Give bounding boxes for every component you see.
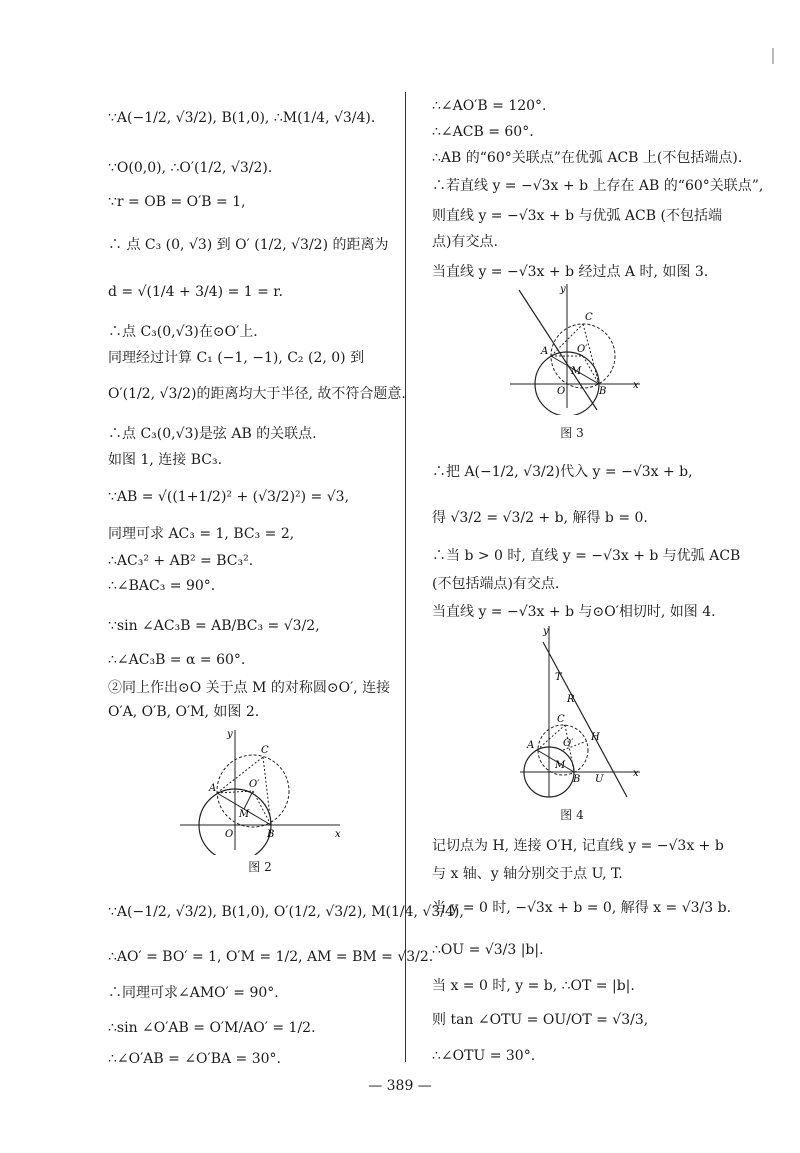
text-line: O′(1/2, √3/2)的距离均大于半径, 故不符合题意.	[108, 386, 406, 402]
point-label-o: O	[225, 829, 234, 840]
point-label-r: R	[567, 694, 575, 705]
text-line: 当 x = 0 时, y = b, ∴OT = |b|.	[432, 978, 635, 994]
text-line: 则直线 y = −√3x + b 与优弧 ACB (不包括端	[432, 208, 722, 224]
point-label-b: B	[267, 829, 275, 840]
text-line: 当直线 y = −√3x + b 与⊙O′相切时, 如图 4.	[432, 604, 716, 620]
point-label-o-prime: O′	[577, 344, 588, 355]
text-line: ∵sin ∠AC₃B = AB/BC₃ = √3/2,	[108, 618, 320, 634]
edge-mark	[772, 48, 774, 64]
text-line: ②同上作出⊙O 关于点 M 的对称圆⊙O′, 连接	[108, 680, 391, 696]
text-line: ∴∠AO′B = 120°.	[432, 98, 547, 114]
text-line: ∵A(−1/2, √3/2), B(1,0), O′(1/2, √3/2), M(1/4, √3/4),	[108, 904, 464, 920]
text-line: ∴∠OTU = 30°.	[432, 1048, 536, 1064]
text-line: 同理可求 AC₃ = 1, BC₃ = 2,	[108, 526, 295, 542]
text-line: 当 y = 0 时, −√3x + b = 0, 解得 x = √3/3 b.	[432, 900, 732, 916]
text-line: 则 tan ∠OTU = OU/OT = √3/3,	[432, 1012, 649, 1028]
text-line: ∴AO′ = BO′ = 1, O′M = 1/2, AM = BM = √3/2.	[108, 949, 434, 965]
text-line: d = √(1/4 + 3/4) = 1 = r.	[108, 284, 283, 300]
point-label-o-prime: O′	[563, 738, 574, 749]
point-label-m: M	[555, 760, 566, 771]
point-label-a: A	[541, 346, 549, 357]
figure-4	[515, 622, 645, 802]
text-line: ∴AB 的“60°关联点”在优弧 ACB 上(不包括端点).	[432, 150, 743, 166]
text-line: ∴点 C₃(0,√3)在⊙O′上.	[108, 324, 258, 340]
text-line: ∵A(−1/2, √3/2), B(1,0), ∴M(1/4, √3/4).	[108, 110, 376, 126]
text-line: 得 √3/2 = √3/2 + b, 解得 b = 0.	[432, 510, 648, 526]
text-line: (不包括端点)有交点.	[432, 576, 560, 592]
figure-2-caption: 图 2	[248, 860, 272, 874]
figure-4-caption: 图 4	[560, 808, 584, 822]
point-label-m: M	[239, 809, 250, 820]
text-line: O′A, O′B, O′M, 如图 2.	[108, 704, 260, 720]
text-line: ∴点 C₃(0,√3)是弦 AB 的关联点.	[108, 426, 317, 442]
text-line: 点)有交点.	[432, 234, 498, 250]
text-line: 同理经过计算 C₁ (−1, −1), C₂ (2, 0) 到	[108, 350, 365, 366]
figure-3-caption: 图 3	[560, 426, 584, 440]
point-label-u: U	[595, 774, 604, 785]
axis-x-label: x	[335, 829, 341, 840]
axis-y-label: y	[227, 729, 233, 740]
point-label-b: B	[599, 386, 607, 397]
text-line: ∵r = OB = O′B = 1,	[108, 194, 246, 210]
point-label-b: B	[573, 774, 581, 785]
text-line: ∴ 点 C₃ (0, √3) 到 O′ (1/2, √3/2) 的距离为	[108, 237, 389, 253]
point-label-m: M	[571, 366, 582, 377]
point-label-a: A	[527, 740, 535, 751]
point-label-c: C	[585, 312, 593, 323]
text-line: ∴∠AC₃B = α = 60°.	[108, 652, 246, 668]
point-label-a: A	[209, 783, 217, 794]
text-line: ∴sin ∠O′AB = O′M/AO′ = 1/2.	[108, 1020, 316, 1036]
point-label-o-prime: O′	[249, 779, 260, 790]
page-number: — 389 —	[368, 1078, 432, 1094]
text-line: ∴∠O′AB = ∠O′BA = 30°.	[108, 1051, 282, 1067]
text-line: ∴OU = √3/3 |b|.	[432, 942, 544, 958]
text-line: 当直线 y = −√3x + b 经过点 A 时, 如图 3.	[432, 264, 709, 280]
text-line: ∴AC₃² + AB² = BC₃².	[108, 553, 254, 569]
text-line: 如图 1, 连接 BC₃.	[108, 452, 223, 468]
text-line: 与 x 轴、y 轴分别交于点 U, T.	[432, 866, 623, 882]
text-line: ∴∠BAC₃ = 90°.	[108, 578, 216, 594]
point-label-c: C	[261, 745, 269, 756]
text-line: ∴当 b > 0 时, 直线 y = −√3x + b 与优弧 ACB	[432, 548, 741, 564]
text-line: ∵AB = √((1+1/2)² + (√3/2)²) = √3,	[108, 489, 350, 505]
text-line: ∴把 A(−1/2, √3/2)代入 y = −√3x + b,	[432, 464, 693, 480]
text-line: ∴∠ACB = 60°.	[432, 124, 534, 140]
axis-y-label: y	[543, 626, 549, 637]
text-line: ∴若直线 y = −√3x + b 上存在 AB 的“60°关联点”,	[432, 178, 764, 194]
axis-x-label: x	[633, 380, 639, 391]
point-label-t: T	[555, 672, 562, 683]
text-line: ∴同理可求∠AMO′ = 90°.	[108, 985, 279, 1001]
figure-2	[175, 725, 345, 855]
axis-x-label: x	[633, 768, 639, 779]
point-label-o: O	[557, 386, 566, 397]
axis-y-label: y	[560, 284, 566, 295]
point-label-c: C	[557, 714, 565, 725]
figure-3	[505, 280, 645, 415]
point-label-h: H	[591, 732, 600, 743]
text-line: ∵O(0,0), ∴O′(1/2, √3/2).	[108, 160, 273, 176]
text-line: 记切点为 H, 连接 O′H, 记直线 y = −√3x + b	[432, 838, 724, 854]
